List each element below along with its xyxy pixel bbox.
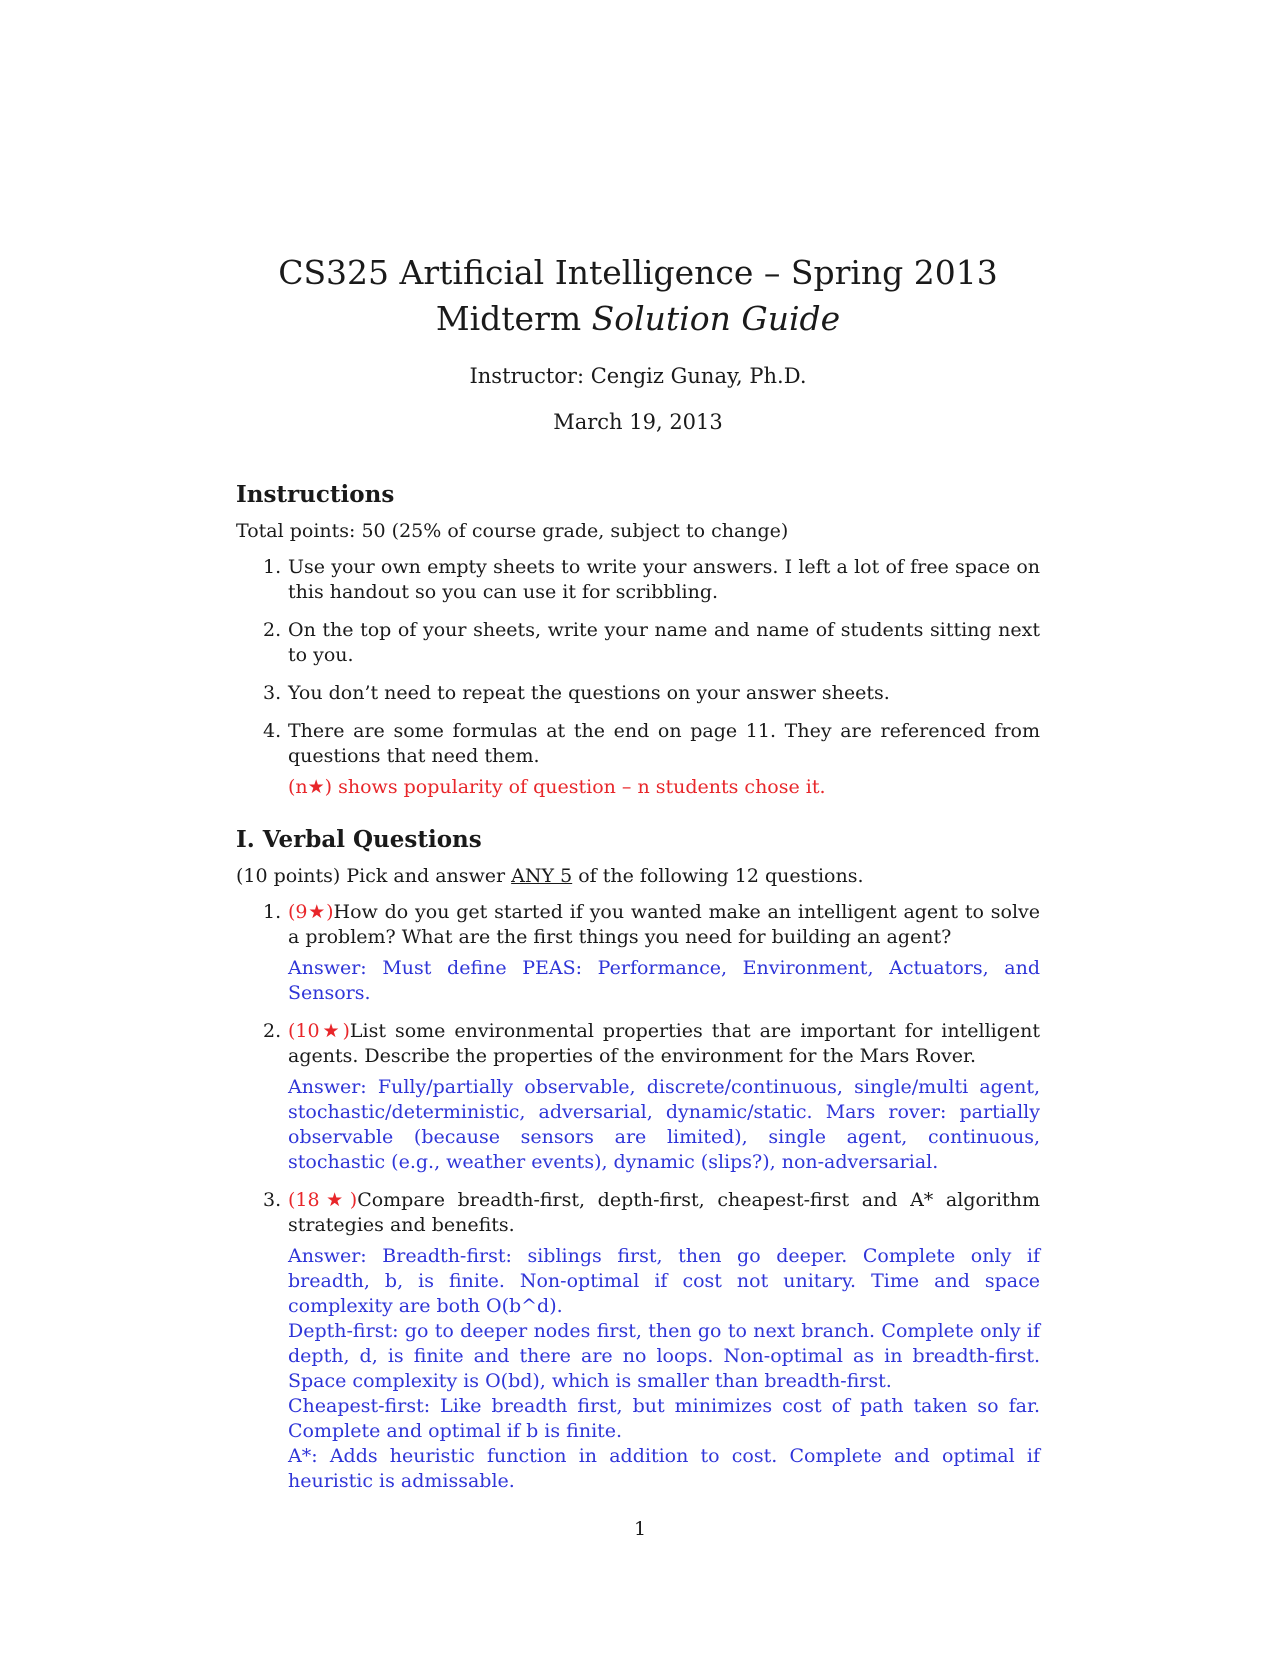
document-title [236,250,1040,342]
question-item [236,1019,1040,1175]
list-item [236,681,1040,706]
title-line-1: CS325 Artificial Intelligence – Spring 2013 [278,253,998,292]
lead-prefix: (10 points) Pick and answer [236,865,512,887]
item-text: You don’t need to repeat the questions on your answer sheets. [288,682,890,704]
date-line: March 19, 2013 [553,410,723,434]
question-number: 1. [263,901,282,923]
item-text: Use your own empty sheets to write your answers. I left a lot of free space on this handout so you can use it for scribbling. [288,556,1040,603]
question-number: 3. [263,1189,282,1211]
answer-text [288,1244,1040,1494]
verbal-questions-list [236,900,1040,1494]
document-page [236,250,1040,1494]
instructions-heading: Instructions [236,481,395,508]
question-text: Compare breadth-first, depth-first, cheapest-first and A* algorithm strategies and benefits. [288,1189,1040,1236]
question-number: 2. [263,1020,282,1042]
lead-suffix: of the following 12 questions. [572,865,864,887]
answer-paragraph: Cheapest-first: Like breadth first, but minimizes cost of path taken so far. Complete and optimal if b is finite. [288,1395,1040,1442]
item-number: 1. [263,556,282,578]
item-text: On the top of your sheets, write your name and name of students sitting next to you. [288,619,1040,666]
popularity-star: (18★) [288,1189,358,1211]
answer-paragraph: Depth-first: go to deeper nodes first, then go to next branch. Complete only if depth, d, is finite and there are no loops. Non-optimal as in breadth-first. Space complexity is O(bd), which is smaller than breadth-first. [288,1320,1040,1392]
verbal-lead [236,865,1040,887]
answer-text: Answer: Fully/partially observable, discrete/continuous, single/multi agent, stochastic/deterministic, adversarial, dynamic/static. Mars rover: partially observable (because sensors are limited), single agent, continuous, stochastic (e.g., weather events), dynamic (slips?), non-adversarial. [288,1076,1040,1173]
question-text: List some environmental properties that are important for intelligent agents. Describe the properties of the environment for the Mars Rover. [288,1020,1041,1067]
item-number: 2. [263,619,282,641]
title-line-2-prefix: Midterm [435,299,592,338]
verbal-questions-heading: I. Verbal Questions [236,826,482,853]
popularity-star: (9★) [288,901,334,923]
page-number: 1 [633,1518,647,1540]
total-points: Total points: 50 (25% of course grade, subject to change) [236,520,789,542]
item-number: 3. [263,682,282,704]
list-item [236,719,1040,800]
question-item [236,1188,1040,1494]
popularity-star: (10★) [288,1020,350,1042]
list-item [236,555,1040,605]
question-text: How do you get started if you wanted make an intelligent agent to solve a problem? What are the first things you need for building an agent? [288,901,1041,948]
popularity-note: (n★) shows popularity of question – n students chose it. [288,776,826,798]
answer-paragraph: Answer: Breadth-first: siblings first, then go deeper. Complete only if breadth, b, is finite. Non-optimal if cost not unitary. Time and space complexity are both O(b^d). [288,1245,1040,1317]
item-number: 4. [263,720,282,742]
item-text: There are some formulas at the end on page 11. They are referenced from questions that need them. [288,720,1040,767]
answer-paragraph: A*: Adds heuristic function in addition to cost. Complete and optimal if heuristic is admissable. [288,1445,1040,1492]
answer-text: Answer: Must define PEAS: Performance, Environment, Actuators, and Sensors. [288,957,1040,1004]
title-line-2-italic: Solution Guide [591,299,841,338]
lead-underlined: ANY 5 [511,865,573,887]
instructor-line: Instructor: Cengiz Gunay, Ph.D. [469,364,807,388]
list-item [236,618,1040,668]
instructions-list [236,555,1040,800]
question-item [236,900,1040,1006]
